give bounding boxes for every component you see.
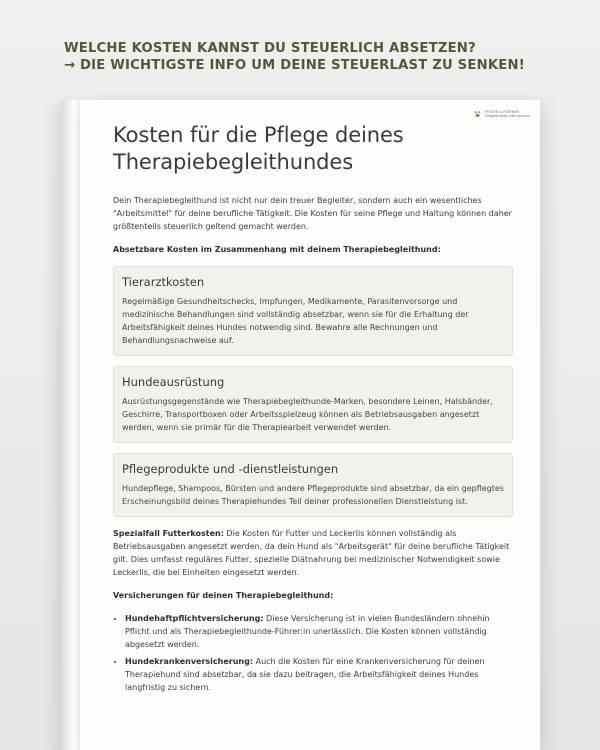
cost-card-title: Hundeausrüstung (122, 375, 225, 389)
insurance-text: Auch die Kosten für eine Krankenversicherung für deinen Therapiehund sind absetzbar, da sie dazu beitragen, die Arbeitsfähigkeit deines Hundes langfristig zu sichern. (125, 657, 485, 692)
insurance-list (113, 612, 513, 694)
promo-banner (64, 40, 584, 74)
insurance-heading: Versicherungen für deinen Therapiebegleithund: (113, 591, 334, 600)
insurance-label: Hundekrankenversicherung: (125, 657, 254, 666)
food-paragraph (113, 527, 513, 579)
cost-card-title: Pflegeprodukte und -dienstleistungen (122, 462, 339, 476)
paw-logo-icon (473, 110, 482, 118)
cost-card-text: Hundepflege, Shampoos, Bürsten und andere Pflegeprodukte sind absetzbar, da ein gepflegtes Erscheinungsbild deines Therapiehundes Teil deiner professionellen Dienstleistung ist. (122, 484, 504, 506)
insurance-label: Hundehaftpflichtversicherung: (125, 614, 264, 623)
cost-card-title: Tierarztkosten (122, 275, 205, 289)
page-title: Kosten für die Pflege deines Therapiebegleithundes (113, 123, 404, 174)
banner-line-1: WELCHE KOSTEN KANNST DU STEUERLICH ABSETZEN? (64, 41, 476, 56)
deductible-heading: Absetzbare Kosten im Zusammenhang mit deinem Therapiebegleithund: (113, 245, 441, 254)
cost-card-text: Ausrüstungsgegenstände wie Therapiebegleithunde-Marken, besondere Leinen, Halsbänder, Geschirre, Transportboxen oder Arbeitsspielzeug können als Betriebsausgaben angesetzt werden, wenn sie primär für die Therapiearbeit verwendet werden. (122, 397, 493, 432)
cost-card-text: Regelmäßige Gesundheitschecks, Impfungen, Medikamente, Parasitenvorsorge und medizinische Behandlungen sind vollständig absetzbar, wenn sie für die Erhaltung der Arbeitsfähigkeit deines Hundes notwendig sind. Bewahre alle Rechnungen und Behandlungsnachweise auf. (122, 297, 469, 345)
cost-card-vet (113, 266, 513, 356)
logo-name: PFOTEN & PARTNER (484, 110, 520, 114)
brand-logo (473, 110, 530, 118)
insurance-text: Diese Versicherung ist in vielen Bundesländern ohnehin Pflicht und als Therapiebegleithunde-Führer:in unerlässlich. Die Kosten können vollständig abgesetzt werden. (125, 614, 490, 649)
intro-paragraph: Dein Therapiebegleithund ist nicht nur dein treuer Begleiter, sondern auch ein wesentliches "Arbeitsmittel" für deine berufliche Tätigkeit. Die Kosten für seine Pflege und Haltung können daher größtenteils steuerlich geltend gemacht werden. (113, 196, 512, 231)
page-content (113, 194, 513, 698)
banner-line-2: → DIE WICHTIGSTE INFO UM DEINE STEUERLAST ZU SENKEN! (64, 58, 525, 73)
list-item (125, 655, 513, 694)
cost-card-equipment (113, 366, 513, 443)
food-label: Spezialfall Futterkosten: (113, 529, 224, 538)
cost-card-care (113, 453, 513, 517)
logo-tagline: Tiergestützte Intervention (484, 114, 530, 118)
document-page (80, 100, 540, 750)
food-text: Die Kosten für Futter und Leckerlis können vollständig als Betriebsausgaben angesetzt werden, da dein Hund als "Arbeitsgerät" für deine berufliche Tätigkeit gilt. Dies umfasst reguläres Futter, spezielle Diätnahrung bei medizinischer Notwendigkeit sowie Leckerlis, die bei Einheiten eingesetzt werden. (113, 529, 510, 577)
list-item (125, 612, 513, 651)
